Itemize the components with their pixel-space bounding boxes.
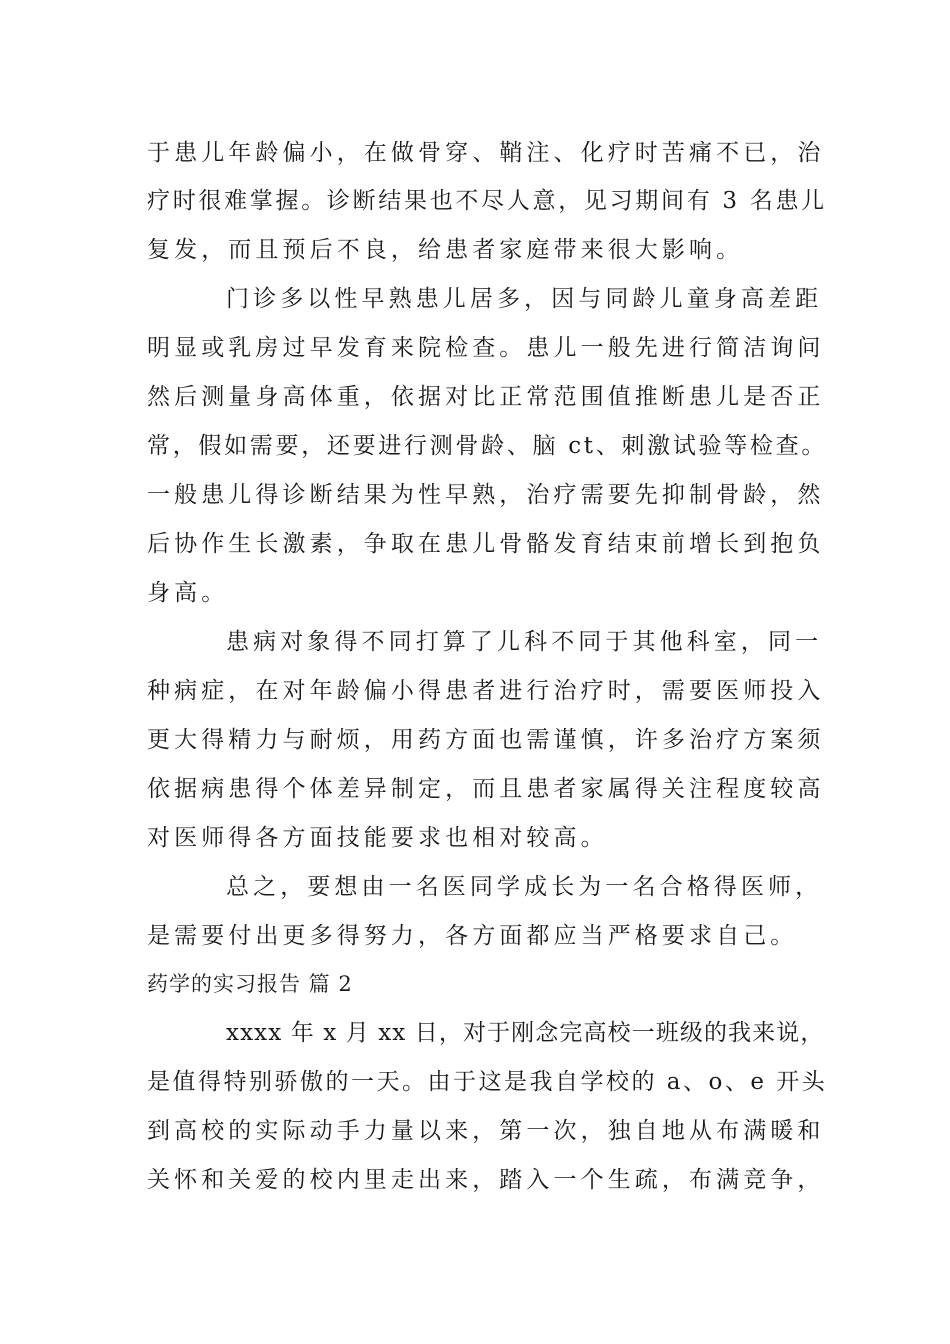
- paragraph-line: 于患儿年龄偏小，在做骨穿、鞘注、化疗时苦痛不已，治: [147, 140, 825, 166]
- paragraph-line: 到高校的实际动手力量以来，第一次，独自地从布满暖和: [147, 1118, 825, 1144]
- paragraph-line: 是值得特别骄傲的一天。由于这是我自学校的 a、o、e 开头: [147, 1069, 828, 1095]
- paragraph-line: 然后测量身高体重，依据对比正常范围值推断患儿是否正: [147, 384, 825, 410]
- paragraph-line: 总之，要想由一名医同学成长为一名合格得医师，: [226, 874, 823, 900]
- paragraph-line: 对医师得各方面技能要求也相对较高。: [147, 825, 608, 851]
- paragraph-line: 种病症，在对年龄偏小得患者进行治疗时，需要医师投入: [147, 678, 825, 704]
- paragraph-line: xxxx 年 x 月 xx 日，对于刚念完高校一班级的我来说，: [226, 1020, 825, 1046]
- section-heading: 药学的实习报告 篇 2: [147, 972, 353, 996]
- paragraph-line: 复发，而且预后不良，给患者家庭带来很大影响。: [147, 237, 744, 263]
- paragraph-line: 明显或乳房过早发育来院检查。患儿一般先进行简洁询问: [147, 335, 825, 361]
- paragraph-line: 后协作生长激素，争取在患儿骨骼发育结束前增长到抱负: [147, 531, 825, 557]
- paragraph-line: 是需要付出更多得努力，各方面都应当严格要求自己。: [147, 923, 798, 949]
- paragraph-line: 依据病患得个体差异制定，而且患者家属得关注程度较高: [147, 776, 825, 802]
- paragraph-line: 门诊多以性早熟患儿居多，因与同龄儿童身高差距: [226, 286, 823, 312]
- paragraph-line: 关怀和关爱的校内里走出来，踏入一个生疏，布满竞争，: [147, 1167, 825, 1193]
- paragraph-line: 身高。: [147, 580, 229, 606]
- paragraph-line: 疗时很难掌握。诊断结果也不尽人意，见习期间有 3 名患儿: [147, 188, 827, 214]
- paragraph-line: 患病对象得不同打算了儿科不同于其他科室，同一: [226, 629, 823, 655]
- paragraph-line: 常，假如需要，还要进行测骨龄、脑 ct、刺激试验等检查。: [147, 433, 828, 459]
- paragraph-line: 一般患儿得诊断结果为性早熟，治疗需要先抑制骨龄，然: [147, 482, 825, 508]
- paragraph-line: 更大得精力与耐烦，用药方面也需谨慎，许多治疗方案须: [147, 727, 825, 753]
